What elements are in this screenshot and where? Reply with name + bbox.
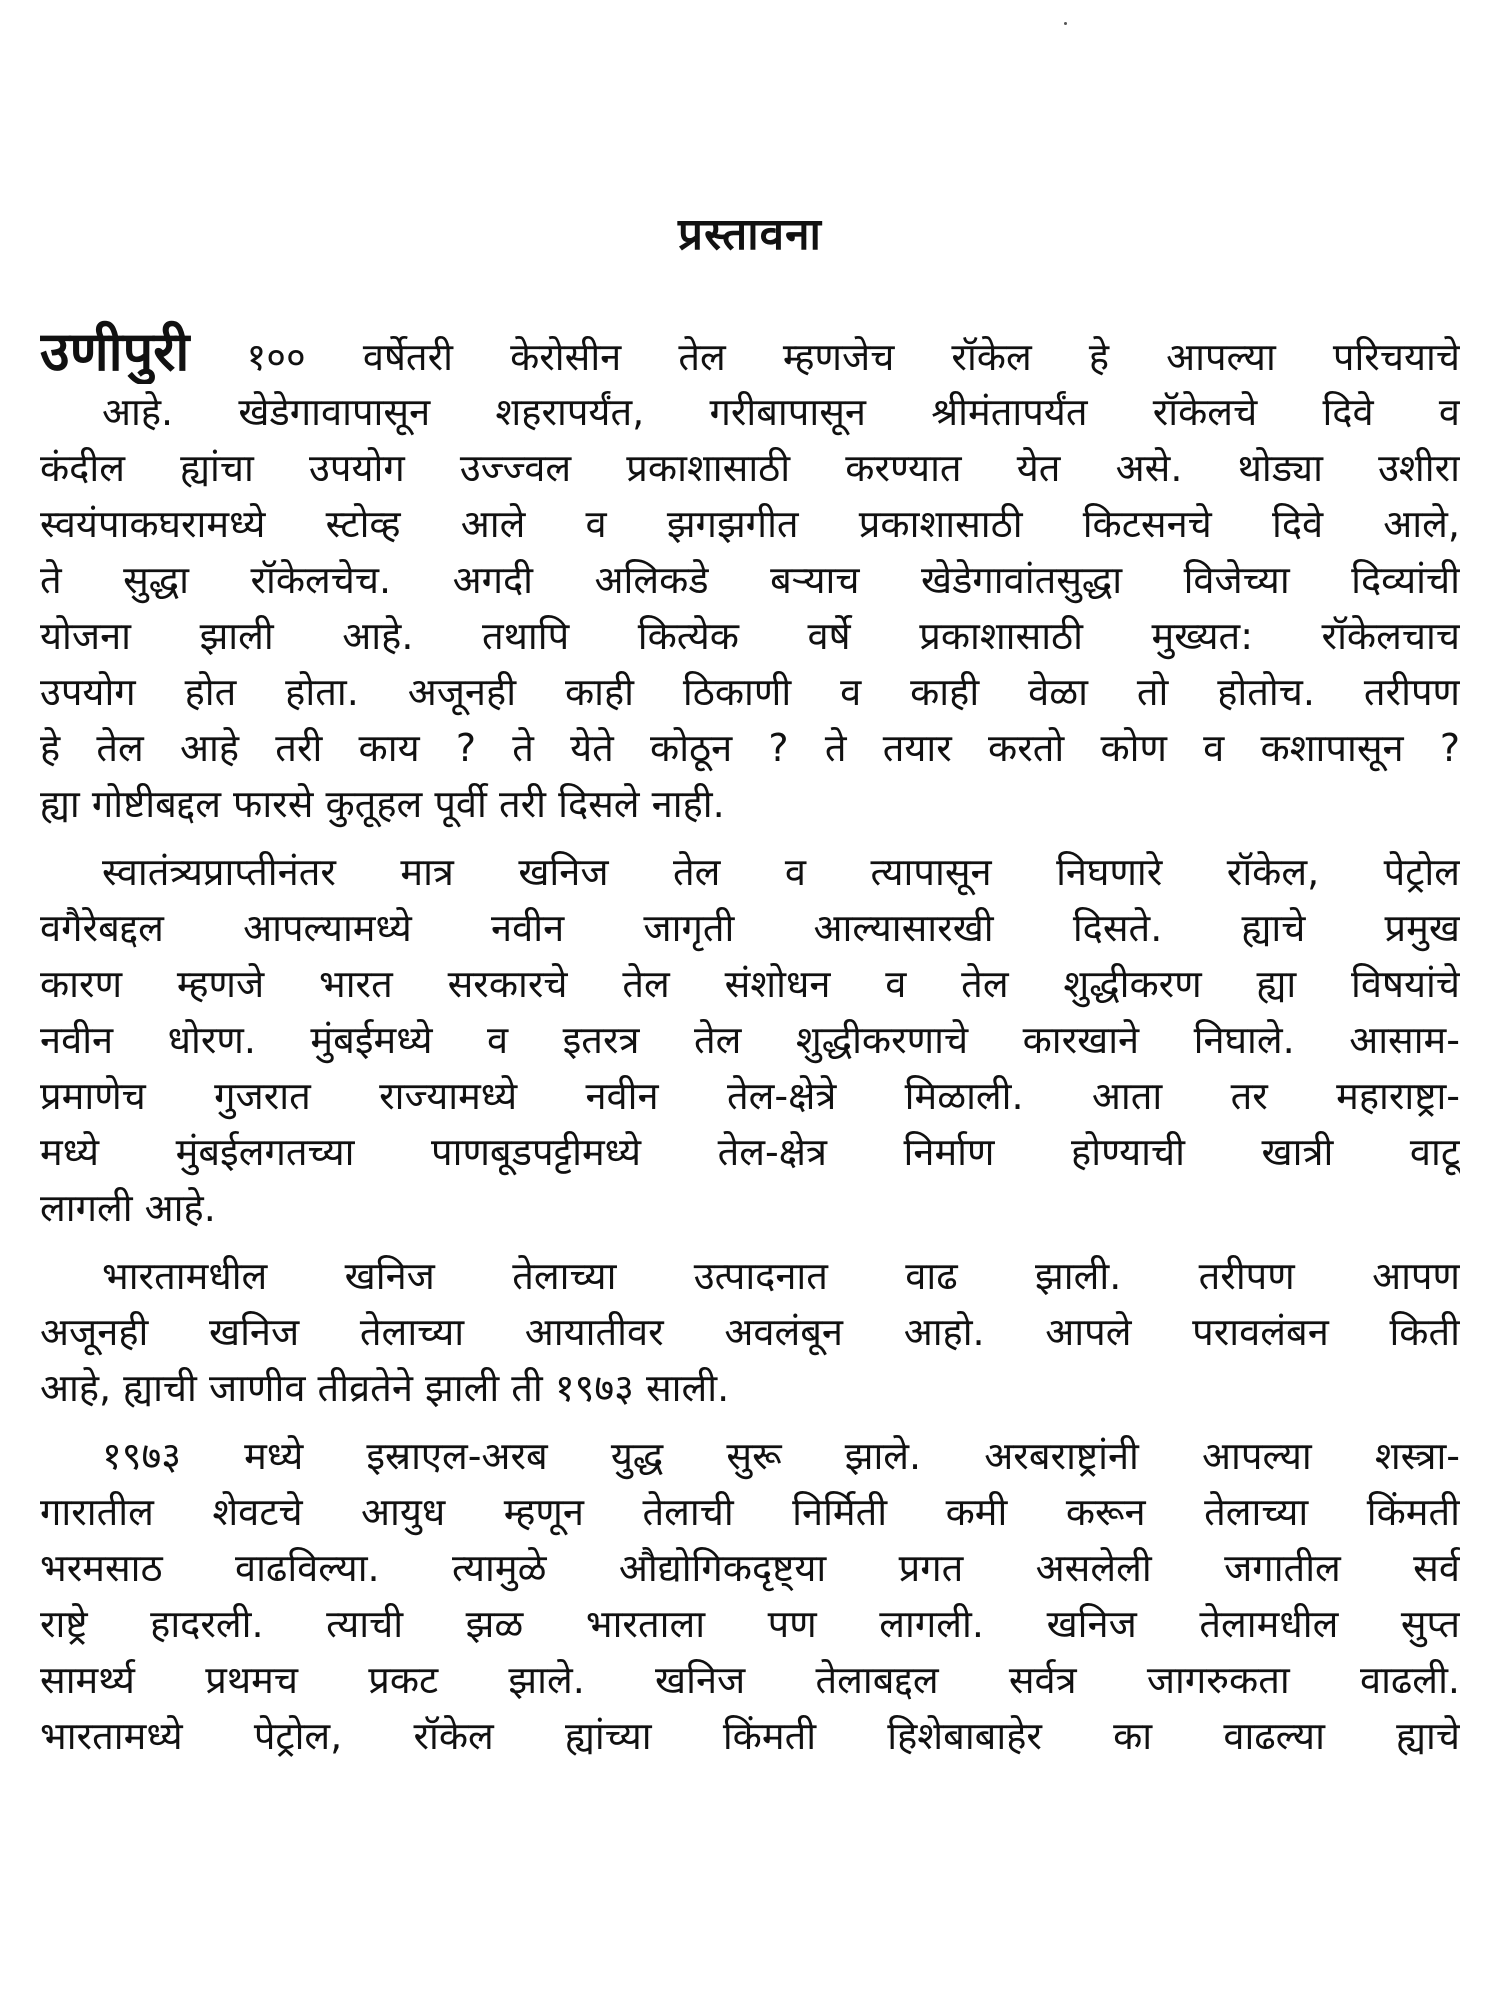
paragraph-3 <box>40 1248 1460 1416</box>
body-text <box>40 320 1460 1764</box>
paragraph-2 <box>40 844 1460 1236</box>
text-line: योजना झाली आहे. तथापि कित्येक वर्षे प्रकाशासाठी मुख्यत: रॉकेलचाच <box>40 614 1460 658</box>
text-line: वगैरेबद्दल आपल्यामध्ये नवीन जागृती आल्यासारखी दिसते. ह्याचे प्रमुख <box>40 906 1460 950</box>
text-line: राष्ट्रे हादरली. त्याची झळ भारताला पण लागली. खनिज तेलामधील सुप्त <box>40 1602 1460 1646</box>
text-line: उणीपुरी १०० वर्षेतरी केरोसीन तेल म्हणजेच रॉकेल हे आपल्या परिचयाचे <box>40 320 1460 383</box>
text-line: आहे, ह्याची जाणीव तीव्रतेने झाली ती १९७३ साली. <box>40 1366 730 1410</box>
text-line: गारातील शेवटचे आयुध म्हणून तेलाची निर्मिती कमी करून तेलाच्या किंमती <box>40 1490 1460 1534</box>
text-line: ह्या गोष्टीबद्दल फारसे कुतूहल पूर्वी तरी दिसले नाही. <box>40 782 725 826</box>
text-line: ते सुद्धा रॉकेलचेच. अगदी अलिकडे बऱ्याच खेडेगावांतसुद्धा विजेच्या दिव्यांची <box>40 558 1460 602</box>
text-line: लागली आहे. <box>40 1186 216 1230</box>
text-line: मध्ये मुंबईलगतच्या पाणबूडपट्टीमध्ये तेल-क्षेत्र निर्माण होण्याची खात्री वाटू <box>40 1130 1460 1174</box>
text-line: कंदील ह्यांचा उपयोग उज्ज्वल प्रकाशासाठी करण्यात येत असे. थोड्या उशीरा <box>40 446 1460 490</box>
text-line: स्वयंपाकघरामध्ये स्टोव्ह आले व झगझगीत प्रकाशासाठी किटसनचे दिवे आले, <box>40 502 1460 546</box>
scan-speck <box>1064 22 1067 25</box>
text-line: भारतामधील खनिज तेलाच्या उत्पादनात वाढ झाली. तरीपण आपण <box>102 1254 1460 1298</box>
text-line: भारतामध्ये पेट्रोल, रॉकेल ह्यांच्या किंमती हिशेबाबाहेर का वाढल्या ह्याचे <box>40 1714 1460 1758</box>
page-title: प्रस्तावना <box>678 209 822 260</box>
text-line: उपयोग होत होता. अजूनही काही ठिकाणी व काही वेळा तो होतोच. तरीपण <box>40 670 1460 714</box>
text-line: अजूनही खनिज तेलाच्या आयातीवर अवलंबून आहो. आपले परावलंबन किती <box>40 1310 1460 1354</box>
text-line: नवीन धोरण. मुंबईमध्ये व इतरत्र तेल शुद्धीकरणाचे कारखाने निघाले. आसाम- <box>40 1018 1460 1062</box>
text-line: सामर्थ्य प्रथमच प्रकट झाले. खनिज तेलाबद्दल सर्वत्र जागरुकता वाढली. <box>40 1658 1460 1702</box>
text-line: आहे. खेडेगावापासून शहरापर्यंत, गरीबापासून श्रीमंतापर्यंत रॉकेलचे दिवे व <box>102 390 1460 434</box>
text-line: भरमसाठ वाढविल्या. त्यामुळे औद्योगिकदृष्ट्या प्रगत असलेली जगातील सर्व <box>40 1546 1460 1590</box>
text-line: कारण म्हणजे भारत सरकारचे तेल संशोधन व तेल शुद्धीकरण ह्या विषयांचे <box>40 962 1460 1006</box>
text-line: हे तेल आहे तरी काय ? ते येते कोठून ? ते तयार करतो कोण व कशापासून ? <box>40 726 1460 770</box>
paragraph-1 <box>40 320 1460 832</box>
text-line: स्वातंत्र्यप्राप्तीनंतर मात्र खनिज तेल व त्यापासून निघणारे रॉकेल, पेट्रोल <box>102 850 1460 894</box>
text-line: प्रमाणेच गुजरात राज्यामध्ये नवीन तेल-क्षेत्रे मिळाली. आता तर महाराष्ट्रा- <box>40 1074 1460 1118</box>
text-line: १९७३ मध्ये इस्राएल-अरब युद्ध सुरू झाले. अरबराष्ट्रांनी आपल्या शस्त्रा- <box>102 1434 1460 1478</box>
paragraph-4 <box>40 1428 1460 1764</box>
lead-word: उणीपुरी <box>40 320 190 383</box>
